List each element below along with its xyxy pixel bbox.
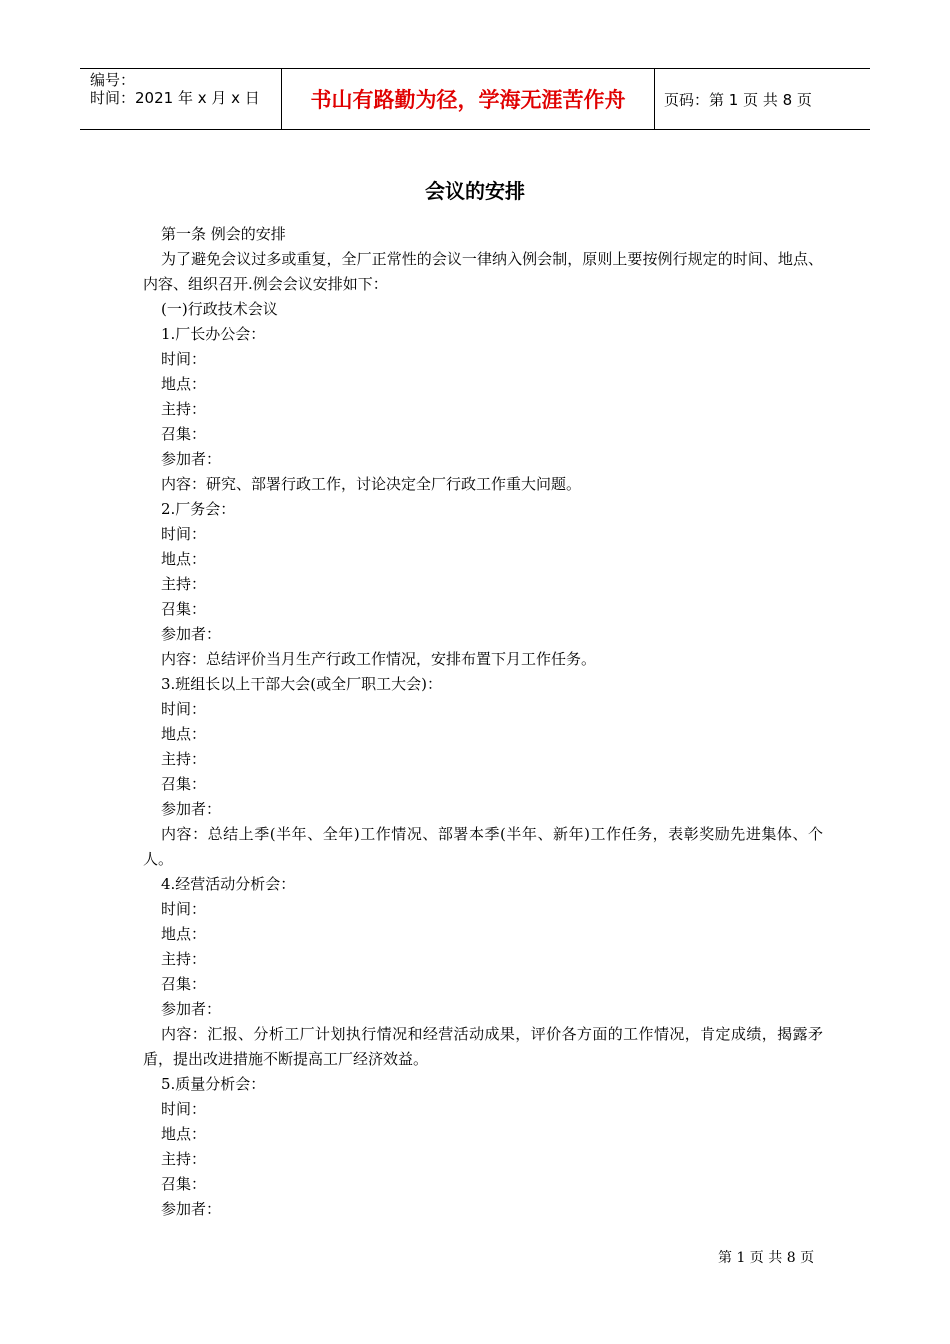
body-line: 主持： bbox=[161, 1150, 207, 1168]
document-header bbox=[80, 68, 870, 130]
header-motto: 书山有路勤为径，学海无涯苦作舟 bbox=[282, 69, 655, 129]
header-meta-cell bbox=[80, 69, 282, 129]
body-line: 主持： bbox=[161, 575, 207, 593]
body-line: 参加者： bbox=[161, 450, 222, 468]
body-line: 4.经营活动分析会： bbox=[161, 875, 296, 893]
body-line: 主持： bbox=[161, 400, 207, 418]
body-line: 召集： bbox=[161, 600, 207, 618]
body-line: 召集： bbox=[161, 1175, 207, 1193]
body-line: 参加者： bbox=[161, 800, 222, 818]
body-line: 地点： bbox=[161, 375, 207, 393]
header-page-info: 页码：第 1 页 共 8 页 bbox=[664, 90, 812, 109]
body-line: 时间： bbox=[161, 525, 207, 543]
body-line: 主持： bbox=[161, 950, 207, 968]
body-line: 参加者： bbox=[161, 1200, 222, 1218]
body-paragraph: 内容：汇报、分析工厂计划执行情况和经营活动成果，评价各方面的工作情况，肯定成绩，揭露矛盾，提出改进措施不断提高工厂经济效益。 bbox=[143, 1025, 823, 1068]
body-line: 内容：研究、部署行政工作，讨论决定全厂行政工作重大问题。 bbox=[161, 475, 582, 493]
body-line: 第一条 例会的安排 bbox=[161, 225, 286, 243]
document-title: 会议的安排 bbox=[425, 179, 525, 203]
body-line: 地点： bbox=[161, 550, 207, 568]
body-line: 地点： bbox=[161, 925, 207, 943]
body-line: 主持： bbox=[161, 750, 207, 768]
body-line: 1.厂长办公会： bbox=[161, 325, 266, 343]
body-line: 参加者： bbox=[161, 1000, 222, 1018]
document-body bbox=[143, 222, 823, 1222]
body-line: 3.班组长以上干部大会(或全厂职工大会)： bbox=[161, 675, 443, 693]
body-line: 召集： bbox=[161, 425, 207, 443]
body-line: 内容：总结评价当月生产行政工作情况，安排布置下月工作任务。 bbox=[161, 650, 597, 668]
body-line: 参加者： bbox=[161, 625, 222, 643]
body-line: 2.厂务会： bbox=[161, 500, 236, 518]
body-line: 时间： bbox=[161, 1100, 207, 1118]
page-footer: 第 1 页 共 8 页 bbox=[718, 1250, 815, 1266]
body-paragraph: 内容：总结上季(半年、全年)工作情况、部署本季(半年、新年)工作任务，表彰奖励先进集体、个人。 bbox=[143, 825, 823, 868]
body-line: 召集： bbox=[161, 775, 207, 793]
body-line: 时间： bbox=[161, 700, 207, 718]
body-line: 地点： bbox=[161, 725, 207, 743]
body-line: 时间： bbox=[161, 900, 207, 918]
body-line: 召集： bbox=[161, 975, 207, 993]
document-number-label: 编号： bbox=[90, 71, 136, 89]
body-line: 5.质量分析会： bbox=[161, 1075, 266, 1093]
document-date-label: 时间：2021 年 x 月 x 日 bbox=[90, 89, 260, 107]
body-paragraph: 为了避免会议过多或重复，全厂正常性的会议一律纳入例会制，原则上要按例行规定的时间、地点、内容、组织召开.例会会议安排如下： bbox=[143, 250, 823, 293]
body-line: 时间： bbox=[161, 350, 207, 368]
body-line: 地点： bbox=[161, 1125, 207, 1143]
body-line: (一)行政技术会议 bbox=[161, 300, 278, 318]
